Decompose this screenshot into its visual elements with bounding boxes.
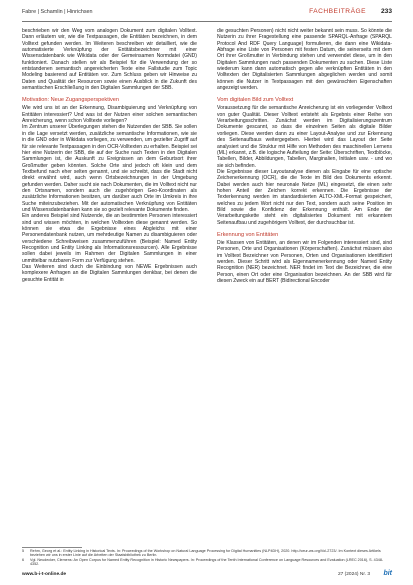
paragraph: Ein anderes Beispiel sind Nutzende, die an bestimmten Personen interessiert sind und wissen möchten, in welchen Volltexten diese genannt werden. So können sie etwa die Ergebnisse eines Abgleichs mit einer Personendatenbank nutzen, um mehrdeutige Namen zu disambiguieren oder verschiedene Schreibweisen zusammenzuführen (Beispiel: Named Entity Recognition und Entity Linking als Informationsressourcen). Alle Ergebnisse sollen dabei jeweils im Rahmen der Digitalen Sammlungen in einer unmittelbar nutzbaren Form zur Verfügung stehen. bbox=[22, 213, 197, 264]
paragraph: Die Ergebnisse dieser Layoutanalyse dienen als Eingabe für eine optische Zeichenerkennung (OCR), die die Texte im Bild des Dokuments erkennt. Dabei werden auch hier neuronale Netze (ML) eingesetzt, die einen sehr hohen Anteil der Zeichen korrekt erkennen. Die Ergebnisse der Texterkennung werden im standardisierten ALTO-XML-Format gespeichert, welches zu jedem Wort nicht nur den Text, sondern auch seine Position im Bild sowie die Konfidenz der Erkennung enthält. Am Ende der Verarbeitungskette steht ein digitalisiertes Dokument mit erkanntem Seitenaufbau und zugehörigem Volltext, der durchsuchbar ist. bbox=[217, 168, 392, 226]
header-rule bbox=[22, 21, 392, 22]
right-column bbox=[217, 28, 392, 284]
section-heading: Vom digitalen Bild zum Volltext bbox=[217, 97, 294, 104]
journal-logo: bit bbox=[383, 570, 392, 577]
paragraph: die gesuchten Personen) nicht nicht weiter bekannt sein muss. So könnte die Nutzerin zu ihrer Fragestellung eine passende SPARQL-Anfrage (SPARQL Protocol And RDF Query Language) formulieren, die dann eine Wikidata-Abfrage eine Liste von Personen mit festen Datum, die seinerseits mit dem Ort ihrer Großmutter in Verbindung stehen und verwendet diese, um in den Digitalen Sammlungen nach passenden Dokumenten zu suchen. Diese Liste wiederum kann dann automatisch gegen alle verknüpften Entitäten in den Volltexten der Digitalisierten Sammlungen abgeglichen werden und somit können die Nutzer in Textpassagen mit den gewünschten Eigenschaften angezeigt werden. bbox=[217, 28, 392, 92]
footnotes bbox=[22, 549, 392, 567]
footer-issue: 27 (2024) Nr. 3 bbox=[338, 572, 370, 577]
page-footer bbox=[22, 570, 392, 580]
section-label: FACHBEITRÄGE bbox=[309, 8, 366, 15]
section-heading: Motivation: Neue Zugangsperspektiven bbox=[22, 97, 120, 104]
footnote bbox=[22, 558, 392, 567]
footnote-text: Rehm, Georg et al.: Entity Linking in Historical Texts. In: Proceedings of the Workshop on Natural Language Processing for Digital Humanities (NLP4DH), 2020. http://ceur-ws.org/Vol-2723/. Im Kontext dieses Artikels beziehen wir uns in erster Linie auf die Arbeiten der Staatsbibliothek zu Berlin. bbox=[30, 549, 381, 558]
paragraph: Das Weiteren sind durch die Einbindung von NEWE Ergebnissen auch komplexere Anfragen an die Digitalen Sammlungen denkbar, bei denen die gesuchte Entität in bbox=[22, 264, 197, 283]
footnote-text: Vgl. Neudecker, Clemens: An Open Corpus for Named Entity Recognition in Historic Newspapers. In: Proceedings of the Tenth International Conference on Language Resources and Evaluation (LREC 2016), S. 4348-4352. bbox=[30, 557, 384, 567]
paragraph: Voraussetzung für die semantische Anreicherung ist ein vorliegender Volltext von guter Qualität. Dieser Volltext entsteht als Ergebnis einer Reihe von Verarbeitungsschritten. Zunächst werden im Digitalisierungszentrum Dokumente gescannt, so dass die einzelnen Seiten als digitale Bilder vorliegen. Diese werden dann zu einer Layout-Analyse und zur Erkennung des Seitenaufbaus weitergegeben. Hierbei wird das Layout der Seite analysiert und die Struktur mit Hilfe von Methoden des maschinellen Lernens (ML) erkannt, z.B. die logische Aufteilung der Seite: Überschriften, Textblöcke, Tabellen, Bilder, Abbildungen, Tabellen, Marginalien, Initialen usw. - und wo sie sich befinden. bbox=[217, 105, 392, 169]
footnote bbox=[22, 549, 392, 558]
footnote-rule bbox=[22, 547, 82, 548]
footnote-number: 6 bbox=[22, 557, 25, 562]
footer-website[interactable]: www.b-i-t-online.de bbox=[22, 572, 67, 577]
running-head-authors: Fabre | Schamlin | Hinrichsen bbox=[22, 9, 93, 15]
paragraph: Wie wird uns ist an der Erkennung, Disambiguierung und Verknüpfung von Entitäten interessiert? Und was ist der Nutzen einer solchen semantischen Anreicherung, wenn schon Volltexte vorliegen? bbox=[22, 105, 197, 125]
paragraph: Die Klassen von Entitäten, an denen wir im Folgenden interessiert sind, sind Personen, Orte und Organisationen (Körperschaften). Zunächst müssen also im Volltext Bezeichner von Personen, Orten und Organisationen identifiziert werden. Dieser Schritt wird als Eigennamenerkennung oder Named Entity Recognition (NER) bezeichnet. NER findet im Text die Bezeichner, die eine Person, einen Ort oder eine Organisation bezeichnen. An der SBB wird für diesen Zweck ein auf BERT (Bidirectional Encoder bbox=[217, 239, 392, 285]
paragraph: Im Zentrum unserer Überlegungen stehen die Nutzenden der SBB. Sie sollen in die Lage versetzt werden, zusätzliche semantische Informationen, wie sie in die GND oder in Wikidata vorliegen, zu verwenden, um gezielter Zugriff auf für sie relevante Textpassagen in den OCR-Volltexten zu erhalten. Beispiel sei hier eine Nutzerin der SBB, die auf der Suche nach Texten in den Digitalen Sammlungen ist, die Auskunft zu Ereignissen an dem Geburtsort ihrer Großmutter geben könnten. Solche Orte sind jedoch oft klein und dem Textbefund nach eher selten genannt, und sie schreibt, dass die Stadt nicht direkt erwähnt wird, auch wenn Ortsbezeichnungen in der Umgebung gefunden werden. Daher sucht sie nach Dokumenten, die im Volltext nicht nur den Ortsnamen, sondern auch die zugehörigen Geo-Koordinaten als zusätzliche Informationen besitzen, um darüber auch Orte im Umkreis in ihre Suche miteinzubeziehen. Mit der automatischen Verknüpfung von Entitäten und Wissensdatenbanken kann sie so gezielt relevante Dokumente finden. bbox=[22, 124, 197, 213]
footnote-number: 5 bbox=[22, 549, 25, 553]
paragraph: beschrieben wir den Weg vom analogen Dokument zum digitalen Volltext. Dann erläutern wir, wie die Textpassagen, die Entitäten bezeichnen, in dem Volltext gefunden werden. Im Weiteren beschreiben wir detailliert, wie die automatisierte Verknüpfung der Entitätsbezeichner mit einer Wissensdatenbank wie Wikidata oder der Gemeinsamen Normdatei (GND) funktioniert. Danach stellen wir als Beispiel für die Verwendung der so entstandenen semantisch angereicherten Texte eine Fallstudie zum Topic Modeling basierend auf Entitäten vor. Zum Schluss geben wir Hinweise zu Daten und Qualität der Resourcen sowie einen Ausblick in die Zukunft des semantischen Erschließung in den Digitalen Sammlungen der SBB. bbox=[22, 28, 197, 92]
section-heading: Erkennung von Entitäten bbox=[217, 231, 279, 238]
left-column bbox=[22, 28, 197, 283]
page-number: 233 bbox=[380, 8, 392, 15]
page-header bbox=[22, 8, 392, 22]
